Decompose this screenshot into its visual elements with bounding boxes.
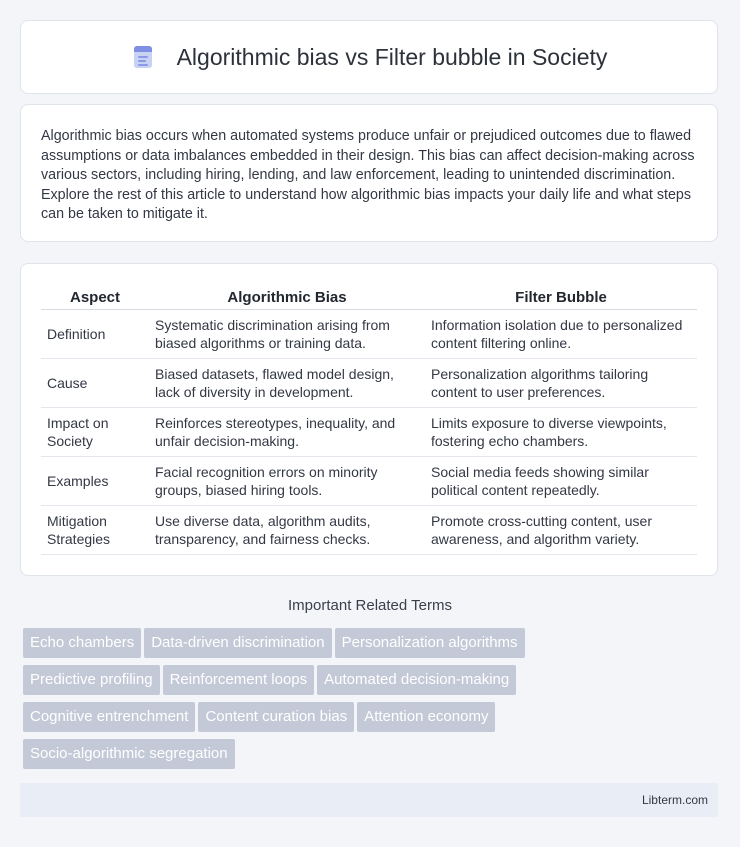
tag-socio-algorithmic-segregation[interactable]: Socio-algorithmic segregation [23,739,235,769]
tag-personalization-algorithms[interactable]: Personalization algorithms [335,628,525,658]
row-algorithmic-bias: Reinforces stereotypes, inequality, and unfair decision-making. [149,408,425,457]
comparison-table [41,284,697,555]
row-filter-bubble: Promote cross-cutting content, user awareness, and algorithm variety. [425,506,697,555]
header-algorithmic-bias: Algorithmic Bias [149,284,425,310]
intro-card [20,104,718,242]
title-card [20,20,718,94]
table-row [41,506,697,555]
row-algorithmic-bias: Biased datasets, flawed model design, lack of diversity in development. [149,359,425,408]
table-row [41,408,697,457]
tag-reinforcement-loops[interactable]: Reinforcement loops [163,665,315,695]
comparison-card [20,263,718,576]
table-row [41,359,697,408]
document-icon [131,45,155,69]
row-aspect: Cause [41,359,149,408]
tag-predictive-profiling[interactable]: Predictive profiling [23,665,160,695]
row-aspect: Impact on Society [41,408,149,457]
row-filter-bubble: Information isolation due to personalized content filtering online. [425,310,697,359]
tag-content-curation-bias[interactable]: Content curation bias [198,702,354,732]
tag-automated-decision-making[interactable]: Automated decision-making [317,665,516,695]
tag-echo-chambers[interactable]: Echo chambers [23,628,141,658]
related-terms-title: Important Related Terms [288,597,452,614]
row-filter-bubble: Social media feeds showing similar political content repeatedly. [425,457,697,506]
table-row [41,310,697,359]
row-aspect: Examples [41,457,149,506]
row-algorithmic-bias: Use diverse data, algorithm audits, transparency, and fairness checks. [149,506,425,555]
table-header-row [41,284,697,310]
page-title: Algorithmic bias vs Filter bubble in Society [176,43,608,70]
row-aspect: Definition [41,310,149,359]
intro-paragraph: Algorithmic bias occurs when automated systems produce unfair or prejudiced outcomes due to flawed assumptions or data imbalances embedded in their design. This bias can affect decision-making across various sectors, including hiring, lending, and law enforcement, leading to unintended discrimination. Explore the rest of this article to understand how algorithmic bias impacts your daily life and what steps can be taken to mitigate it. [41,128,695,223]
row-filter-bubble: Personalization algorithms tailoring content to user preferences. [425,359,697,408]
header-aspect: Aspect [41,284,149,310]
tag-attention-economy[interactable]: Attention economy [357,702,495,732]
footer-site-link[interactable]: Libterm.com [641,793,708,807]
tag-cognitive-entrenchment[interactable]: Cognitive entrenchment [23,702,195,732]
table-row [41,457,697,506]
row-filter-bubble: Limits exposure to diverse viewpoints, fostering echo chambers. [425,408,697,457]
row-algorithmic-bias: Systematic discrimination arising from biased algorithms or training data. [149,310,425,359]
footer [20,783,718,817]
row-algorithmic-bias: Facial recognition errors on minority groups, biased hiring tools. [149,457,425,506]
header-filter-bubble: Filter Bubble [425,284,697,310]
tag-data-driven-discrimination[interactable]: Data-driven discrimination [144,628,331,658]
related-terms-list [23,628,723,776]
row-aspect: Mitigation Strategies [41,506,149,555]
